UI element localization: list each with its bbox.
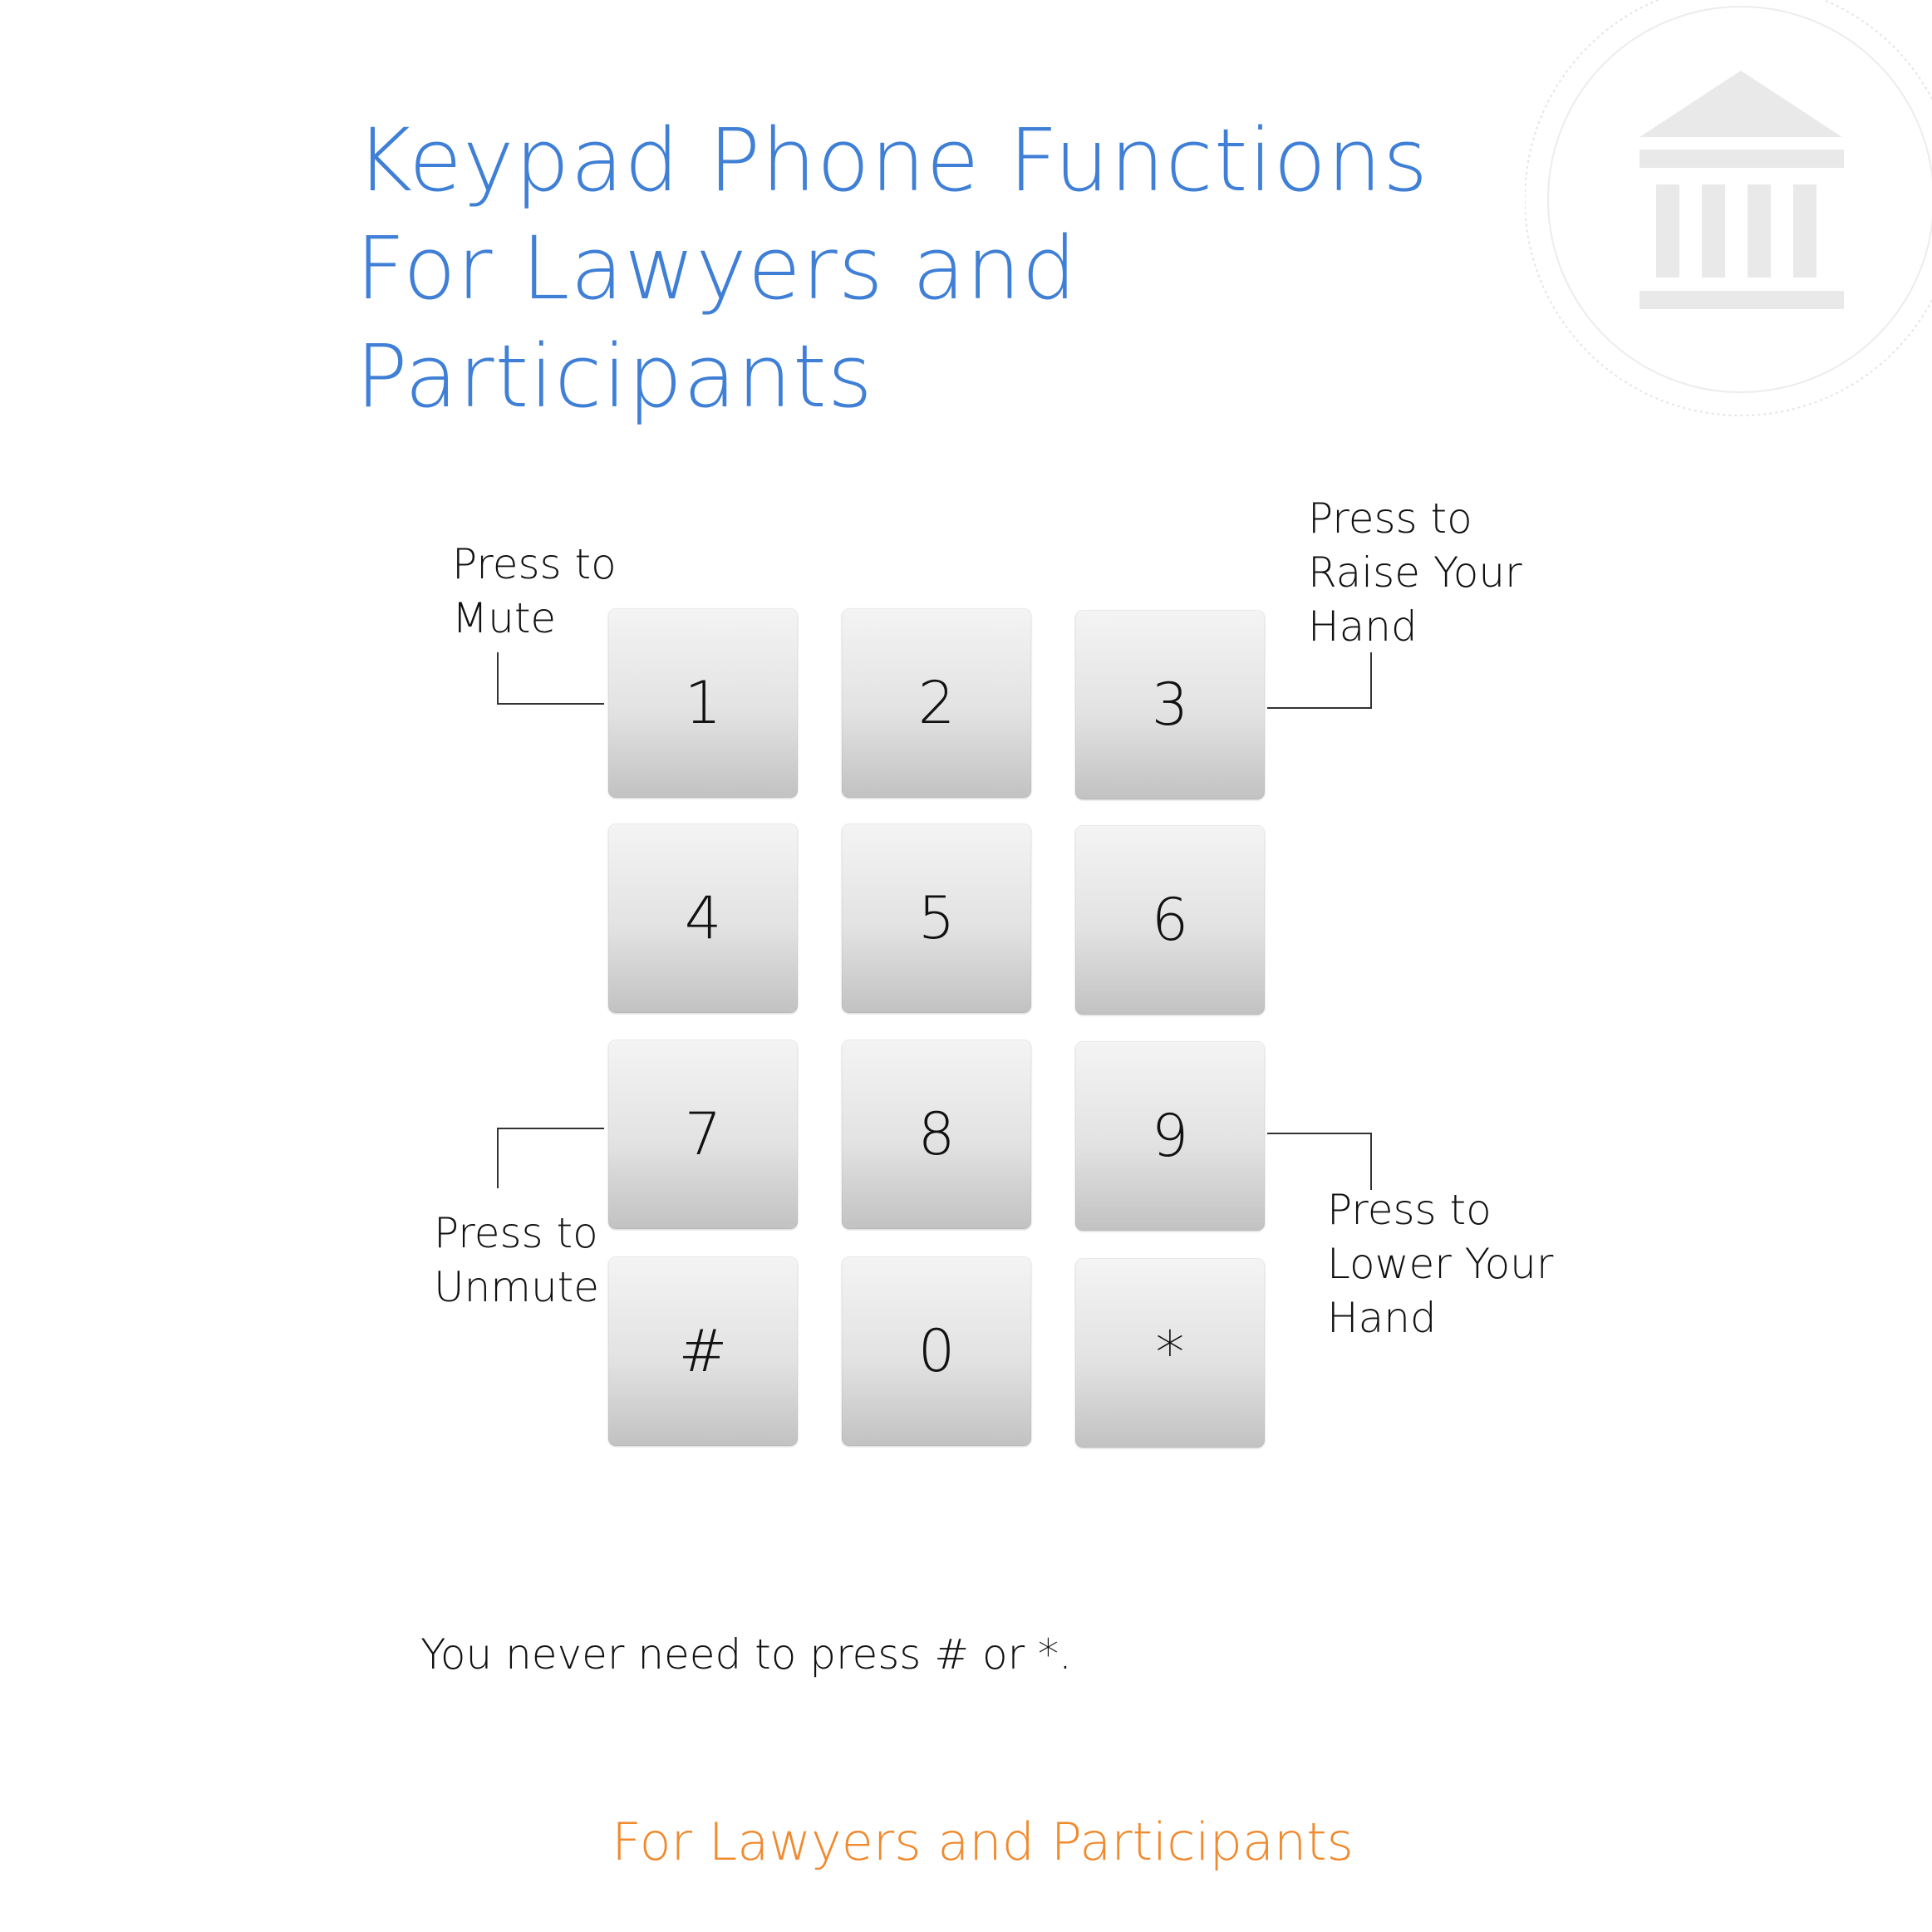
unmute-annotation	[434, 1207, 599, 1315]
lower-hand-annotation-line-2: Lower Your	[1327, 1240, 1554, 1288]
raise-hand-annotation-line-1: Press to	[1308, 494, 1472, 543]
raise-hand-annotation-line-2: Raise Your	[1308, 548, 1522, 597]
unmute-annotation-line-2: Unmute	[434, 1263, 600, 1311]
key-star[interactable]: *	[1075, 1258, 1265, 1448]
lower-hand-annotation-line-3: Hand	[1327, 1294, 1437, 1342]
key-0[interactable]: 0	[842, 1256, 1031, 1446]
raise-hand-connector-line	[1267, 652, 1371, 708]
title-line-2: For Lawyers and	[356, 218, 1078, 319]
key-1[interactable]: 1	[608, 608, 798, 798]
instruction-note: You never need to press # or *.	[420, 1630, 1072, 1679]
footer-text: For Lawyers and Participants	[612, 1812, 1354, 1872]
unmute-annotation-line-1: Press to	[434, 1209, 598, 1257]
key-2[interactable]: 2	[842, 608, 1031, 798]
lower-hand-annotation-line-1: Press to	[1327, 1186, 1492, 1234]
key-3[interactable]: 3	[1075, 610, 1265, 799]
mute-annotation-line-1: Press to	[452, 540, 617, 588]
page-title	[356, 106, 1436, 430]
key-4[interactable]: 4	[608, 823, 798, 1013]
raise-hand-annotation-line-3: Hand	[1308, 602, 1418, 651]
key-7[interactable]: 7	[608, 1040, 798, 1229]
title-line-1: Keypad Phone Functions	[356, 110, 1429, 211]
unmute-connector-line	[498, 1128, 604, 1188]
courthouse-icon	[1525, 0, 1932, 424]
key-8[interactable]: 8	[842, 1040, 1031, 1229]
lower-hand-connector-line	[1267, 1133, 1371, 1190]
key-5[interactable]: 5	[842, 823, 1031, 1013]
key-9[interactable]: 9	[1075, 1041, 1265, 1231]
mute-connector-line	[498, 652, 604, 704]
mute-annotation-line-2: Mute	[452, 594, 557, 642]
mute-annotation	[452, 538, 617, 646]
title-line-3: Participants	[356, 326, 873, 427]
key-hash[interactable]: #	[608, 1256, 798, 1446]
lower-hand-annotation	[1327, 1183, 1553, 1345]
raise-hand-annotation	[1308, 492, 1522, 654]
key-6[interactable]: 6	[1075, 825, 1265, 1015]
